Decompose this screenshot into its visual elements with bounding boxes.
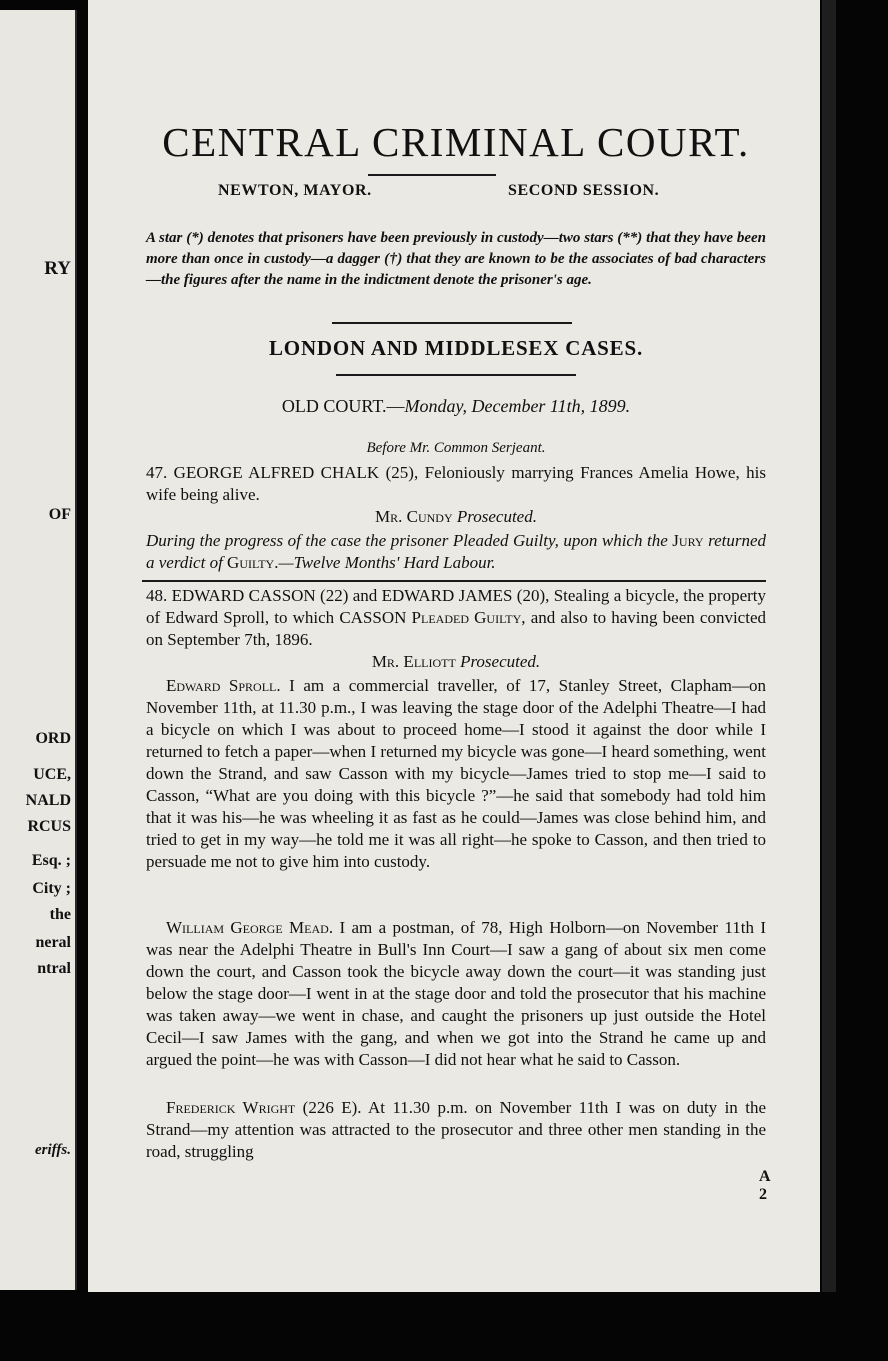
case-47-prosecutor bbox=[146, 506, 766, 528]
facing-page-fragment: eriffs. bbox=[35, 1142, 71, 1158]
facing-page-fragment: NALD bbox=[25, 792, 71, 809]
jury-label: Jury bbox=[672, 531, 704, 550]
page-edge bbox=[822, 0, 836, 1292]
facing-page-fragment: UCE, bbox=[33, 766, 71, 783]
witness-badge: (226 E). bbox=[302, 1098, 362, 1117]
before-judge-line: Before Mr. Common Serjeant. bbox=[366, 440, 546, 456]
testimony-text: I am a commercial traveller, of 17, Stanley Street, Clapham—on November 11th, at 11.30 p.m., I was leaving the stage door of the Adelphi Theatre—I had a bicycle on which I was about to proceed home—I stood it against the door while I returned to fetch a paper—when I returned my bicycle was gone—I heard something, went down the Strand, and saw Casson with my bicycle—James tried to stop me—I said to Casson, “What are you doing with this bicycle ?”—he said that somebody had told him that it was his—he was wheeling it as fast as he could—James was close behind him, and tried to get in my way—he told me it was all right—he spoke to Casson, and then tried to persuade me not to give him into custody. bbox=[146, 676, 767, 871]
guilty-label: Guilty. bbox=[227, 553, 279, 572]
witness-name: William George Mead. bbox=[166, 918, 334, 937]
custody-notice: A star (*) denotes that prisoners have been previously in custody—two stars (**) that they have been more than once in custody—a dagger (†) that they are known to be the associates of bad characters—the figures after the name in the indictment denote the prisoner's age. bbox=[146, 230, 766, 288]
verdict-text: During the progress of the case the prisoner Pleaded Guilty, upon which the bbox=[146, 531, 668, 550]
facing-page-fragment: OF bbox=[48, 506, 71, 523]
case-divider bbox=[142, 580, 766, 582]
prosecutor-name: Mr. Cundy bbox=[375, 507, 453, 526]
page-title: CENTRAL CRIMINAL COURT. bbox=[162, 119, 750, 165]
report-page bbox=[88, 0, 820, 1292]
section-heading: LONDON AND MIDDLESEX CASES. bbox=[269, 336, 643, 360]
charge-text: and also to having been convicted on September 7th, 1896. bbox=[146, 608, 766, 649]
facing-page-fragment: ntral bbox=[37, 960, 71, 977]
facing-page-fragment: RY bbox=[44, 258, 71, 279]
charge-text: 48. EDWARD CASSON (22) and EDWARD JAMES (20), Stealing a bicycle, the property of Edward Sproll, to which CASSON bbox=[146, 586, 766, 627]
pleaded-guilty-label: Pleaded Guilty, bbox=[411, 608, 526, 627]
section-rule-bottom bbox=[336, 374, 576, 376]
court-date: Monday, December 11th, 1899. bbox=[404, 396, 631, 416]
facing-page-fragment: Esq. ; bbox=[31, 852, 71, 869]
testimony-text: I am a postman, of 78, High Holborn—on November 11th I was near the Adelphi Theatre in Bull's Inn Court—I saw a gang of about six men come down the court, and Casson took the bicycle away down the court—it was standing just below the stage door—I went in at the stage door and told the prosecutor that his machine was taken away—we went in chase, and caught the prisoners up just outside the Hotel Cecil—I saw James with the gang, and when we got into the Strand he came up and argued the point—he was with Casson—I did not hear what he said to Casson. bbox=[146, 918, 767, 1069]
facing-page bbox=[0, 10, 77, 1290]
facing-page-fragment: neral bbox=[35, 934, 71, 951]
case-47-verdict bbox=[146, 530, 766, 574]
facing-page-fragment: the bbox=[49, 906, 71, 923]
facing-page-fragment: City ; bbox=[32, 880, 71, 897]
session-label: SECOND SESSION. bbox=[508, 182, 660, 199]
case-48-prosecutor bbox=[146, 651, 766, 673]
verdict-text: returned a verdict of bbox=[146, 531, 767, 572]
facing-page-fragment: RCUS bbox=[27, 818, 71, 835]
prosecutor-role: Prosecuted. bbox=[460, 652, 541, 671]
prosecutor-name: Mr. Elliott bbox=[371, 652, 456, 671]
signature-mark: A 2 bbox=[759, 1168, 770, 1203]
case-47-charge: 47. GEORGE ALFRED CHALK (25), Feloniously marrying Frances Amelia Howe, his wife being alive. bbox=[146, 463, 766, 504]
court-name: OLD COURT.— bbox=[281, 396, 405, 416]
witness-mead-testimony bbox=[146, 917, 766, 1071]
case-48-charge bbox=[146, 585, 766, 651]
witness-name: Frederick Wright bbox=[166, 1098, 296, 1117]
title-rule bbox=[368, 174, 496, 176]
court-date-line bbox=[146, 396, 766, 417]
facing-page-fragment: ORD bbox=[35, 730, 71, 747]
prosecutor-role: Prosecuted. bbox=[456, 507, 537, 526]
witness-name: Edward Sproll. bbox=[166, 676, 281, 695]
witness-wright-testimony bbox=[146, 1097, 766, 1163]
mayor-label: NEWTON, MAYOR. bbox=[218, 182, 372, 199]
sentence-text: —Twelve Months' Hard Labour. bbox=[278, 553, 496, 572]
section-rule-top bbox=[332, 322, 572, 324]
witness-sproll-testimony bbox=[146, 675, 766, 873]
testimony-text: At 11.30 p.m. on November 11th I was on duty in the Strand—my attention was attracted to the prosecutor and three other men standing in the road, struggling bbox=[146, 1098, 766, 1161]
